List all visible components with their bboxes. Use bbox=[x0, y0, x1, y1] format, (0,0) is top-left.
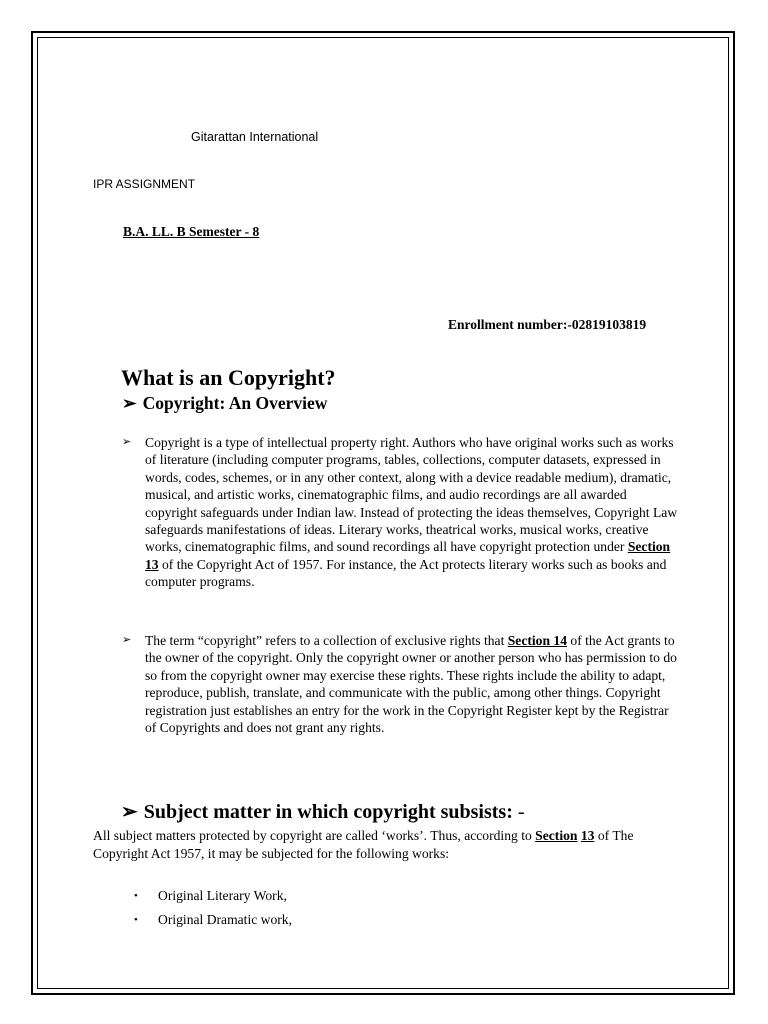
paragraph-text: of the Act grants to the owner of the copyright. Only the copyright owner or another person who has permission to do so from the copyright owner may exercise these rights. These rights include the ability to adapt, reproduce, publish, translate, and communicate with the public, among other things. Copyright registration just establishes an entry for the work in the Copyright Register kept by the Registrar of Copyrights and does not grant any rights. bbox=[145, 633, 677, 736]
section-number-reference: 13 bbox=[580, 828, 595, 843]
semester-label: B.A. LL. B Semester - 8 bbox=[123, 224, 260, 239]
list-item-text: Original Dramatic work, bbox=[158, 912, 293, 927]
subject-matter-heading bbox=[121, 799, 525, 824]
bullet-icon: • bbox=[134, 890, 138, 902]
paragraph-text: All subject matters protected by copyright are called ‘works’. Thus, according to bbox=[93, 828, 536, 843]
subject-matter-heading-text: Subject matter in which copyright subsists: bbox=[143, 801, 513, 823]
section-13-reference: Section 13 bbox=[145, 539, 671, 572]
paragraph-copyright-definition bbox=[122, 434, 682, 591]
section-14-reference: Section 14 bbox=[507, 633, 568, 648]
paragraph-text: of the Copyright Act of 1957. For instance, the Act protects literary works such as books and computer programs. bbox=[145, 556, 667, 590]
paragraph-exclusive-rights bbox=[122, 632, 682, 736]
works-intro-paragraph bbox=[93, 827, 683, 863]
arrow-bullet-icon: ➢ bbox=[121, 801, 138, 823]
arrow-bullet-icon: ➢ bbox=[122, 393, 137, 413]
arrow-bullet-icon: ➢ bbox=[122, 634, 132, 646]
paragraph-text: of The Copyright Act 1957, it may be subjected for the following works: bbox=[93, 828, 634, 861]
paragraph-text: Copyright is a type of intellectual property right. Authors who have original works such as works of literature (including computer programs, tables, collections, computer datasets, expressed in words, codes, schemes, or in any other context, along with a device readable medium), dramatic, musical, and artistic works, cinematographic films, and audio recordings are all awarded copyright safeguards under Indian law. Instead of protecting the ideas themselves, Copyright Law safeguards manifestations of ideas. Literary works, theatrical works, musical works, creative works, cinematographic films, and sound recordings all have copyright protection under bbox=[145, 435, 678, 555]
paragraph-text: The term “copyright” refers to a collection of exclusive rights that bbox=[145, 633, 508, 648]
list-item bbox=[134, 884, 292, 908]
institute-name: Gitarattan International bbox=[191, 130, 319, 144]
enrollment-number: Enrollment number:-02819103819 bbox=[448, 317, 647, 332]
section-reference: Section bbox=[535, 828, 578, 843]
arrow-bullet-icon: ➢ bbox=[122, 436, 132, 448]
overview-heading bbox=[122, 393, 327, 414]
list-item-text: Original Literary Work, bbox=[158, 888, 287, 903]
list-item bbox=[134, 908, 292, 932]
heading-dash: - bbox=[517, 801, 525, 823]
overview-heading-text: Copyright: An Overview bbox=[142, 393, 328, 413]
page-heading: What is an Copyright? bbox=[121, 365, 336, 390]
assignment-title: IPR ASSIGNMENT bbox=[93, 177, 196, 191]
works-list bbox=[134, 884, 292, 932]
bullet-icon: • bbox=[134, 914, 138, 926]
